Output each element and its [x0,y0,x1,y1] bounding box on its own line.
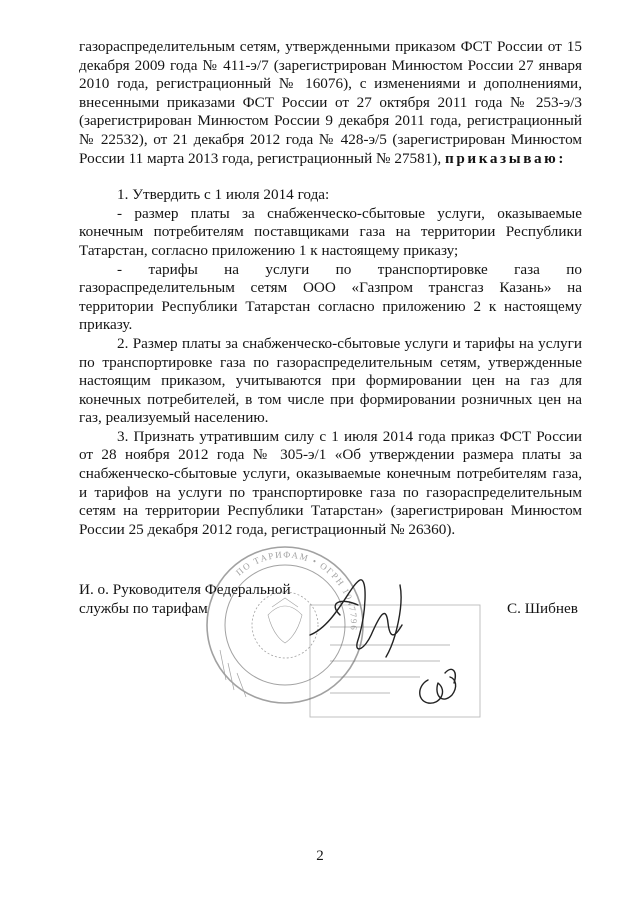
signatory-name: С. Шибнев [507,600,578,617]
order-word: приказываю: [444,149,567,167]
preamble-text: газораспределительным сетям, утвержденными приказом ФСТ России от 15 декабря 2009 года № 411-э/7 (зарегистрирован Минюстом России 27 января 2010 года, регистрационный № 16076), с изменениями и дополнениями, внесенными приказами ФСТ России от 27 октября 2011 года № 253-э/3 (зарегистрирован Минюстом России 9 декабря 2011 года, регистрационный № 22532), от 21 декабря 2012 года № 428-э/5 (зарегистрирован Минюстом России 11 марта 2013 года, регистрационный № 27581), [79,38,582,167]
page-number: 2 [316,848,324,864]
paragraph-preamble [79,38,582,168]
item-3: 3. Признать утратившим силу с 1 июля 2014 года приказ ФСТ России от 28 ноября 2012 года № 305-э/1 «Об утверждении размера платы за снабженческо-сбытовые услуги, оказываемые конечным потребителям газа, и тарифов на услуги по транспортировке газа по газораспределительным сетям на территории Республики Татарстан» (зарегистрирован Минюстом России 25 декабря 2012 года, регистрационный № 26360). [79,427,582,538]
rectangular-stamp-icon [310,605,480,717]
document-body [79,38,582,539]
item-1-dash-2: - тарифы на услуги по транспортировке газа по газораспределительным сетям ООО «Газпром трансгаз Казань» на территории Республики Татарстан согласно приложению 2 к настоящему приказу. [79,260,582,334]
stamp-and-signature [190,545,510,725]
item-1-dash-1: - размер платы за снабженческо-сбытовые услуги, оказываемые конечным потребителям поставщиками газа на территории Республики Татарстан, согласно приложению 1 к настоящему приказу; [79,204,582,259]
svg-text:ПО ТАРИФАМ • ОГРН 1047796: ПО ТАРИФАМ • ОГРН 1047796 [233,549,360,632]
signatory-position [79,580,291,618]
handwritten-signature-icon [310,580,456,703]
item-2: 2. Размер платы за снабженческо-сбытовые услуги и тарифы на услуги по транспортировке газа по газораспределительным сетям, утвержденные настоящим приказом, учитываются при формировании цен на газ для конечных потребителей, в том числе при формировании розничных цен на газ, реализуемый населению. [79,334,582,427]
signatory-position-line-1: И. о. Руководителя Федеральной [79,581,291,598]
item-1-heading: 1. Утвердить с 1 июля 2014 года: [117,186,330,204]
round-seal-icon [207,547,363,703]
signatory-position-line-2: службы по тарифам [79,600,208,617]
